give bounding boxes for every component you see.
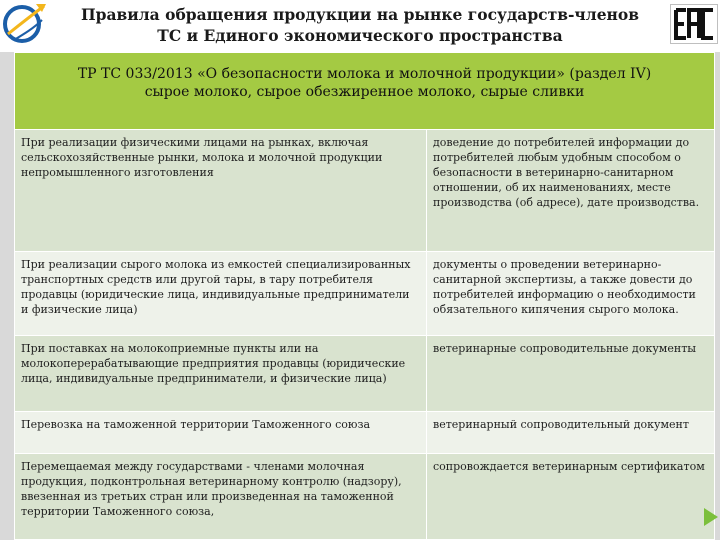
table-header-cell xyxy=(15,53,715,130)
table-row xyxy=(15,336,715,412)
table-row xyxy=(15,130,715,252)
table-cell-requirement: сопровождается ветеринарным сертификатом xyxy=(427,454,715,540)
table-cell-requirement: ветеринарные сопроводительные документы xyxy=(427,336,715,412)
table-cell-requirement: доведение до потребителей информации до потребителей любым удобным способом о безопасности в ветеринарно-санитарном отношении, об их наименованиях, месте производства (об адресе), дате производства. xyxy=(427,130,715,252)
table-cell-requirement: ветеринарный сопроводительный документ xyxy=(427,412,715,454)
table-row xyxy=(15,412,715,454)
table-cell-condition: Перемещаемая между государствами - членами молочная продукция, подконтрольная ветеринарному контролю (надзору), ввезенная из третьих стран или произведенная на таможенной территории Таможенного союза, xyxy=(15,454,427,540)
left-side-bar xyxy=(0,52,14,540)
table-cell-condition: Перевозка на таможенной территории Таможенного союза xyxy=(15,412,427,454)
table-cell-condition: При реализации физическими лицами на рынках, включая сельскохозяйственные рынки, молока и молочной продукции непромышленного изготовления xyxy=(15,130,427,252)
organization-logo-icon xyxy=(0,0,50,48)
slide-header xyxy=(0,0,720,52)
table-cell-condition: При поставках на молокоприемные пункты или на молокоперерабатывающие предприятия продавцы (юридические лица, индивидуальные предприниматели, и физические лица) xyxy=(15,336,427,412)
table-header-row xyxy=(15,53,715,130)
regulations-table xyxy=(14,52,715,540)
table-cell-requirement: документы о проведении ветеринарно-санитарной экспертизы, а также довести до потребителей информацию о необходимости обязательного кипячения сырого молока. xyxy=(427,252,715,336)
page-title xyxy=(60,4,660,46)
table-row xyxy=(15,252,715,336)
title-line-2: ТС и Единого экономического пространства xyxy=(157,26,563,45)
table-header-line-1: ТР ТС 033/2013 «О безопасности молока и молочной продукции» (раздел IV) xyxy=(77,66,652,82)
next-slide-arrow-icon xyxy=(704,508,718,526)
table-header-line-2: сырое молоко, сырое обезжиренное молоко, сырые сливки xyxy=(144,84,585,100)
table-row xyxy=(15,454,715,540)
eac-mark-icon xyxy=(670,4,718,44)
title-line-1: Правила обращения продукции на рынке государств-членов xyxy=(80,5,640,24)
table-cell-condition: При реализации сырого молока из емкостей специализированных транспортных средств или другой тары, в тару потребителя продавцы (юридические лица, индивидуальные предприниматели и физические лица) xyxy=(15,252,427,336)
